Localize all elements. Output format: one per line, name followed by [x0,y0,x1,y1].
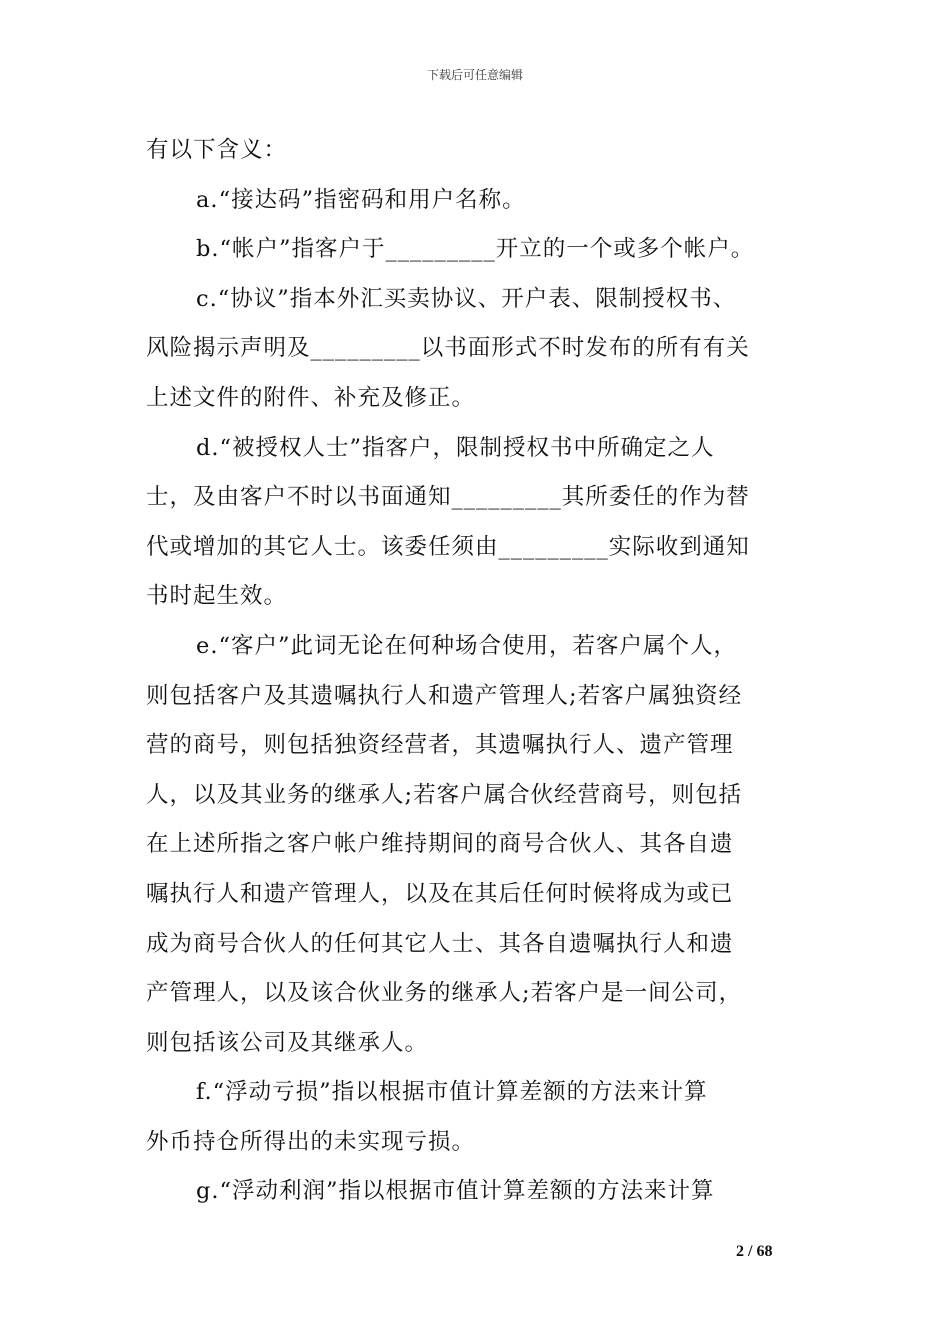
text-line: 上述文件的附件、补充及修正。 [146,384,476,411]
definition-g: g.“浮动利润”指以根据市值计算差额的方法来计算 [196,1178,715,1205]
text-line: 产管理人，以及该合伙业务的继承人;若客户是一间公司， [146,980,743,1007]
text-line: 代或增加的其它人士。该委任须由_________实际收到通知 [146,533,750,560]
text-line: 有以下含义： [146,137,288,163]
text-line: 则包括该公司及其继承人。 [146,1029,429,1056]
text-line: 书时起生效。 [146,583,288,610]
text-line: 营的商号，则包括独资经营者，其遗嘱执行人、遗产管理 [146,732,734,759]
definition-b: b.“帐户”指客户于_________开立的一个或多个帐户。 [196,236,755,263]
definition-d: d.“被授权人士”指客户，限制授权书中所确定之人 [196,434,715,461]
text-line: 士，及由客户不时以书面通知_________其所委任的作为替 [146,484,750,511]
document-body [146,126,818,1217]
definition-e: e.“客户”此词无论在何种场合使用，若客户属个人， [196,632,737,659]
text-line: 风险揭示声明及_________以书面形式不时发布的所有有关 [146,335,750,362]
text-line: 嘱执行人和遗产管理人，以及在其后任何时候将成为或已 [146,880,734,907]
text-line: 在上述所指之客户帐户维持期间的商号合伙人、其各自遗 [146,831,734,858]
definition-f: f.“浮动亏损”指以根据市值计算差额的方法来计算 [196,1079,708,1106]
page-number: 2 / 68 [736,1243,773,1260]
page-header: 下载后可任意编辑 [426,68,523,82]
text-line: 外币持仓所得出的未实现亏损。 [146,1128,476,1155]
text-line: 成为商号合伙人的任何其它人士、其各自遗嘱执行人和遗 [146,930,734,957]
text-line: 人，以及其业务的继承人;若客户属合伙经营商号，则包括 [146,781,743,808]
text-line: 则包括客户及其遗嘱执行人和遗产管理人;若客户属独资经 [146,682,743,709]
definition-c: c.“协议”指本外汇买卖协议、开户表、限制授权书、 [196,285,737,312]
definition-a: a.“接达码”指密码和用户名称。 [196,186,526,213]
